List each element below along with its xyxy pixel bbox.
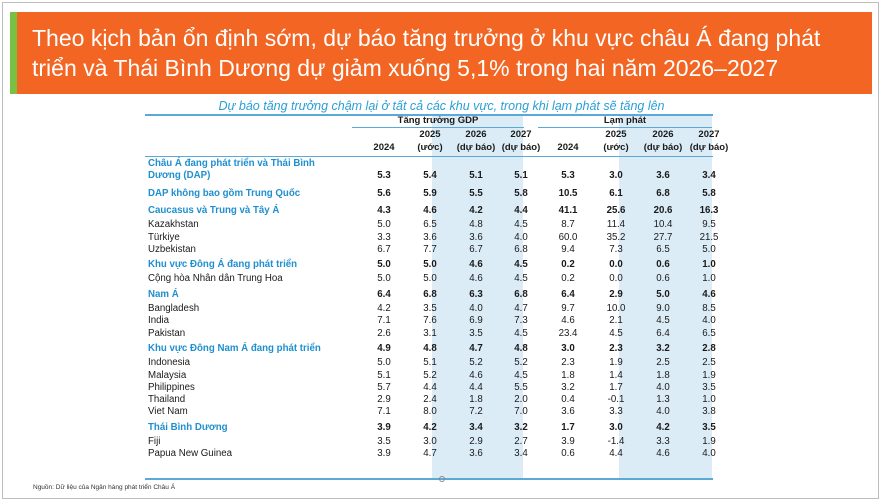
table-rule <box>145 478 713 480</box>
value-cell: 4.4 <box>514 204 528 216</box>
column-header-year: 2025 <box>605 129 627 140</box>
region-label: Châu Á đang phát triển và Thái Bình <box>148 158 315 169</box>
value-cell: 4.6 <box>656 448 670 460</box>
value-cell: 5.3 <box>561 170 575 182</box>
value-cell: 3.5 <box>702 381 716 393</box>
value-cell: 6.7 <box>469 243 483 255</box>
slide-title <box>32 23 862 83</box>
value-cell: 2.5 <box>656 357 670 369</box>
country-label: Uzbekistan <box>148 243 196 255</box>
value-cell: 2.8 <box>702 342 716 354</box>
slide-title-line-1: Theo kịch bản ổn định sớm, dự báo tăng trưởng ở khu vực châu Á đang phát <box>32 25 821 51</box>
value-cell: 5.1 <box>377 369 391 381</box>
value-cell: 1.0 <box>702 273 716 285</box>
value-cell: 10.0 <box>606 303 626 314</box>
value-cell: 21.5 <box>699 231 719 243</box>
value-cell: 1.4 <box>609 369 623 381</box>
value-cell: 6.8 <box>514 243 528 255</box>
value-cell: 2.6 <box>377 327 391 339</box>
value-cell: 5.5 <box>469 187 483 199</box>
value-cell: 0.4 <box>561 394 575 406</box>
value-cell: 1.7 <box>561 421 575 433</box>
value-cell: 60.0 <box>558 231 578 243</box>
value-cell: 7.7 <box>423 243 437 255</box>
value-cell: 41.1 <box>558 204 578 216</box>
value-cell: 7.6 <box>423 315 437 327</box>
value-cell: 10.4 <box>653 219 673 231</box>
value-cell: 3.4 <box>469 421 483 433</box>
value-cell: 6.4 <box>656 327 670 339</box>
value-cell: 3.6 <box>423 231 437 243</box>
value-cell: 5.0 <box>423 259 437 271</box>
value-cell: 4.5 <box>514 219 528 231</box>
country-label: Thailand <box>148 394 186 406</box>
table-rule <box>538 127 712 128</box>
value-cell: -0.1 <box>607 394 625 406</box>
value-cell: 2.4 <box>423 394 437 406</box>
value-cell: 4.0 <box>656 406 670 418</box>
value-cell: 4.8 <box>423 342 437 354</box>
value-cell: 4.5 <box>609 327 623 339</box>
value-cell: 4.2 <box>423 421 437 433</box>
value-cell: 1.3 <box>656 394 670 406</box>
value-cell: 3.0 <box>423 436 437 447</box>
value-cell: 6.7 <box>377 243 391 255</box>
country-label: India <box>148 315 170 327</box>
country-label: Indonesia <box>148 357 191 369</box>
column-header-year: 2027 <box>698 129 720 140</box>
value-cell: 9.0 <box>656 303 670 314</box>
table-subtitle: Dự báo tăng trưởng chậm lại ở tất cả các khu vực, trong khi lạm phát sẽ tăng lên <box>218 99 665 113</box>
value-cell: 4.0 <box>702 448 716 460</box>
value-cell: 2.0 <box>514 394 528 406</box>
value-cell: 0.6 <box>656 273 670 285</box>
value-cell: 5.0 <box>377 259 391 271</box>
value-cell: 7.0 <box>514 406 528 418</box>
value-cell: 7.1 <box>377 406 391 418</box>
value-cell: 7.1 <box>377 315 391 327</box>
value-cell: 5.4 <box>423 170 437 182</box>
country-label: Pakistan <box>148 327 186 339</box>
column-header-year: 2026 <box>652 129 674 140</box>
value-cell: 3.8 <box>702 406 716 418</box>
value-cell: 4.7 <box>469 342 483 354</box>
column-header-label: (dự báo) <box>456 142 496 153</box>
value-cell: 5.0 <box>377 219 391 231</box>
value-cell: -1.4 <box>607 436 625 447</box>
value-cell: 2.9 <box>377 394 391 406</box>
value-cell: 5.8 <box>514 187 528 199</box>
table-rule <box>145 156 713 157</box>
value-cell: 0.2 <box>561 273 575 285</box>
value-cell: 0.2 <box>561 259 575 271</box>
value-cell: 1.9 <box>702 369 716 381</box>
country-label: Cộng hòa Nhân dân Trung Hoa <box>148 273 283 285</box>
value-cell: 0.0 <box>609 259 623 271</box>
region-label: Thái Bình Dương <box>148 421 228 433</box>
value-cell: 4.5 <box>514 259 528 271</box>
column-header-label: (dự báo) <box>689 142 729 153</box>
header-gdp-growth: Tăng trưởng GDP <box>397 115 479 126</box>
header-inflation: Lạm phát <box>603 115 647 126</box>
value-cell: 5.6 <box>377 187 391 199</box>
value-cell: 3.3 <box>609 406 623 418</box>
value-cell: 3.5 <box>702 421 716 433</box>
value-cell: 5.9 <box>423 187 437 199</box>
value-cell: 1.9 <box>702 436 716 447</box>
value-cell: 3.0 <box>609 421 623 433</box>
value-cell: 4.9 <box>377 342 391 354</box>
value-cell: 4.2 <box>469 204 483 216</box>
value-cell: 3.6 <box>656 170 670 182</box>
country-label: Bangladesh <box>148 303 200 314</box>
value-cell: 6.5 <box>656 243 670 255</box>
value-cell: 4.5 <box>656 315 670 327</box>
value-cell: 5.0 <box>656 288 670 300</box>
value-cell: 3.3 <box>656 436 670 447</box>
value-cell: 6.8 <box>423 288 437 300</box>
column-header-label: (ước) <box>417 142 443 153</box>
value-cell: 4.6 <box>423 204 437 216</box>
value-cell: 4.5 <box>514 369 528 381</box>
value-cell: 5.3 <box>377 170 391 182</box>
region-label: Khu vực Đông Nam Á đang phát triển <box>148 342 321 354</box>
slide-marker-dot <box>439 476 445 482</box>
value-cell: 4.6 <box>561 315 575 327</box>
value-cell: 3.0 <box>561 342 575 354</box>
value-cell: 4.7 <box>514 303 528 314</box>
value-cell: 6.1 <box>609 187 623 199</box>
column-header-label: (dự báo) <box>501 142 541 153</box>
value-cell: 2.7 <box>514 436 528 447</box>
value-cell: 0.6 <box>561 448 575 460</box>
value-cell: 5.0 <box>702 243 716 255</box>
value-cell: 3.2 <box>561 381 575 393</box>
value-cell: 7.2 <box>469 406 483 418</box>
value-cell: 11.4 <box>606 219 626 231</box>
country-label: Viet Nam <box>148 406 188 418</box>
value-cell: 4.5 <box>514 327 528 339</box>
value-cell: 4.4 <box>609 448 623 460</box>
value-cell: 3.6 <box>561 406 575 418</box>
column-header-label: (ước) <box>603 142 629 153</box>
value-cell: 0.6 <box>656 259 670 271</box>
source-note: Nguồn: Dữ liệu của Ngân hàng phát triển Châu Á <box>33 484 176 491</box>
value-cell: 4.0 <box>514 231 528 243</box>
value-cell: 6.4 <box>561 288 575 300</box>
value-cell: 4.5 <box>514 273 528 285</box>
value-cell: 4.3 <box>377 204 391 216</box>
country-label: Malaysia <box>148 369 187 381</box>
value-cell: 1.8 <box>561 369 575 381</box>
value-cell: 7.3 <box>609 243 623 255</box>
value-cell: 3.6 <box>469 231 483 243</box>
value-cell: 3.5 <box>469 327 483 339</box>
region-label: Dương (DAP) <box>148 170 211 182</box>
value-cell: 5.2 <box>469 357 483 369</box>
value-cell: 3.2 <box>514 421 528 433</box>
value-cell: 9.7 <box>561 303 575 314</box>
country-label: Türkiye <box>148 231 180 243</box>
value-cell: 6.8 <box>656 187 670 199</box>
value-cell: 2.9 <box>469 436 483 447</box>
country-label: Philippines <box>148 381 195 393</box>
value-cell: 6.5 <box>423 219 437 231</box>
value-cell: 9.4 <box>561 243 575 255</box>
value-cell: 6.8 <box>514 288 528 300</box>
value-cell: 4.8 <box>469 219 483 231</box>
banner-accent-stripe <box>10 12 17 94</box>
column-header-label: (dự báo) <box>643 142 683 153</box>
region-label: DAP không bao gồm Trung Quốc <box>148 187 301 199</box>
value-cell: 2.5 <box>702 357 716 369</box>
value-cell: 2.3 <box>609 342 623 354</box>
country-label: Fiji <box>148 436 161 447</box>
column-header-year: 2027 <box>510 129 532 140</box>
value-cell: 5.0 <box>423 273 437 285</box>
value-cell: 2.3 <box>561 357 575 369</box>
column-header-year: 2026 <box>465 129 487 140</box>
column-header-label: 2024 <box>373 142 395 153</box>
value-cell: 4.2 <box>656 421 670 433</box>
value-cell: 3.9 <box>377 421 391 433</box>
slide-title-line-2: triển và Thái Bình Dương dự giảm xuống 5,1% trong hai năm 2026–2027 <box>32 55 779 81</box>
value-cell: 3.1 <box>423 327 437 339</box>
value-cell: 25.6 <box>606 204 626 216</box>
value-cell: 3.3 <box>377 231 391 243</box>
value-cell: 1.0 <box>702 394 716 406</box>
column-header-year: 2025 <box>419 129 441 140</box>
value-cell: 5.0 <box>377 273 391 285</box>
value-cell: 1.8 <box>656 369 670 381</box>
value-cell: 4.2 <box>377 303 391 314</box>
value-cell: 3.0 <box>609 170 623 182</box>
value-cell: 7.3 <box>514 315 528 327</box>
value-cell: 8.5 <box>702 303 716 314</box>
value-cell: 4.4 <box>423 381 437 393</box>
value-cell: 4.4 <box>469 381 483 393</box>
value-cell: 3.9 <box>561 436 575 447</box>
value-cell: 35.2 <box>606 231 626 243</box>
value-cell: 4.0 <box>702 315 716 327</box>
value-cell: 3.6 <box>469 448 483 460</box>
value-cell: 5.8 <box>702 187 716 199</box>
value-cell: 8.0 <box>423 406 437 418</box>
value-cell: 16.3 <box>699 204 719 216</box>
value-cell: 5.1 <box>514 170 528 182</box>
value-cell: 10.5 <box>558 187 578 199</box>
value-cell: 6.3 <box>469 288 483 300</box>
column-header-label: 2024 <box>557 142 579 153</box>
value-cell: 3.2 <box>656 342 670 354</box>
value-cell: 5.0 <box>377 357 391 369</box>
value-cell: 2.9 <box>609 288 623 300</box>
value-cell: 1.8 <box>469 394 483 406</box>
value-cell: 4.7 <box>423 448 437 460</box>
value-cell: 8.7 <box>561 219 575 231</box>
country-label: Kazakhstan <box>148 219 199 231</box>
value-cell: 3.5 <box>423 303 437 314</box>
value-cell: 1.9 <box>609 357 623 369</box>
country-label: Papua New Guinea <box>148 448 233 460</box>
value-cell: 23.4 <box>558 327 578 339</box>
value-cell: 5.1 <box>469 170 483 182</box>
value-cell: 4.6 <box>469 259 483 271</box>
value-cell: 2.1 <box>609 315 623 327</box>
value-cell: 4.0 <box>656 381 670 393</box>
value-cell: 4.6 <box>702 288 716 300</box>
value-cell: 0.0 <box>609 273 623 285</box>
value-cell: 6.4 <box>377 288 391 300</box>
value-cell: 4.6 <box>469 369 483 381</box>
value-cell: 4.6 <box>469 273 483 285</box>
value-cell: 6.5 <box>702 327 716 339</box>
region-label: Khu vực Đông Á đang phát triển <box>148 259 298 271</box>
region-label: Nam Á <box>148 288 179 300</box>
value-cell: 3.9 <box>377 448 391 460</box>
value-cell: 1.0 <box>702 259 716 271</box>
value-cell: 3.5 <box>377 436 391 447</box>
title-banner <box>10 12 872 94</box>
value-cell: 4.0 <box>469 303 483 314</box>
value-cell: 4.8 <box>514 342 528 354</box>
value-cell: 3.4 <box>702 170 716 182</box>
region-label: Caucasus và Trung và Tây Á <box>148 204 280 216</box>
value-cell: 5.2 <box>514 357 528 369</box>
value-cell: 3.4 <box>514 448 528 460</box>
value-cell: 5.5 <box>514 381 528 393</box>
value-cell: 5.7 <box>377 381 391 393</box>
value-cell: 9.5 <box>702 219 716 231</box>
value-cell: 5.2 <box>423 369 437 381</box>
value-cell: 27.7 <box>653 231 673 243</box>
value-cell: 6.9 <box>469 315 483 327</box>
table-rule <box>352 127 524 128</box>
value-cell: 20.6 <box>653 204 673 216</box>
value-cell: 5.1 <box>423 357 437 369</box>
value-cell: 1.7 <box>609 381 623 393</box>
